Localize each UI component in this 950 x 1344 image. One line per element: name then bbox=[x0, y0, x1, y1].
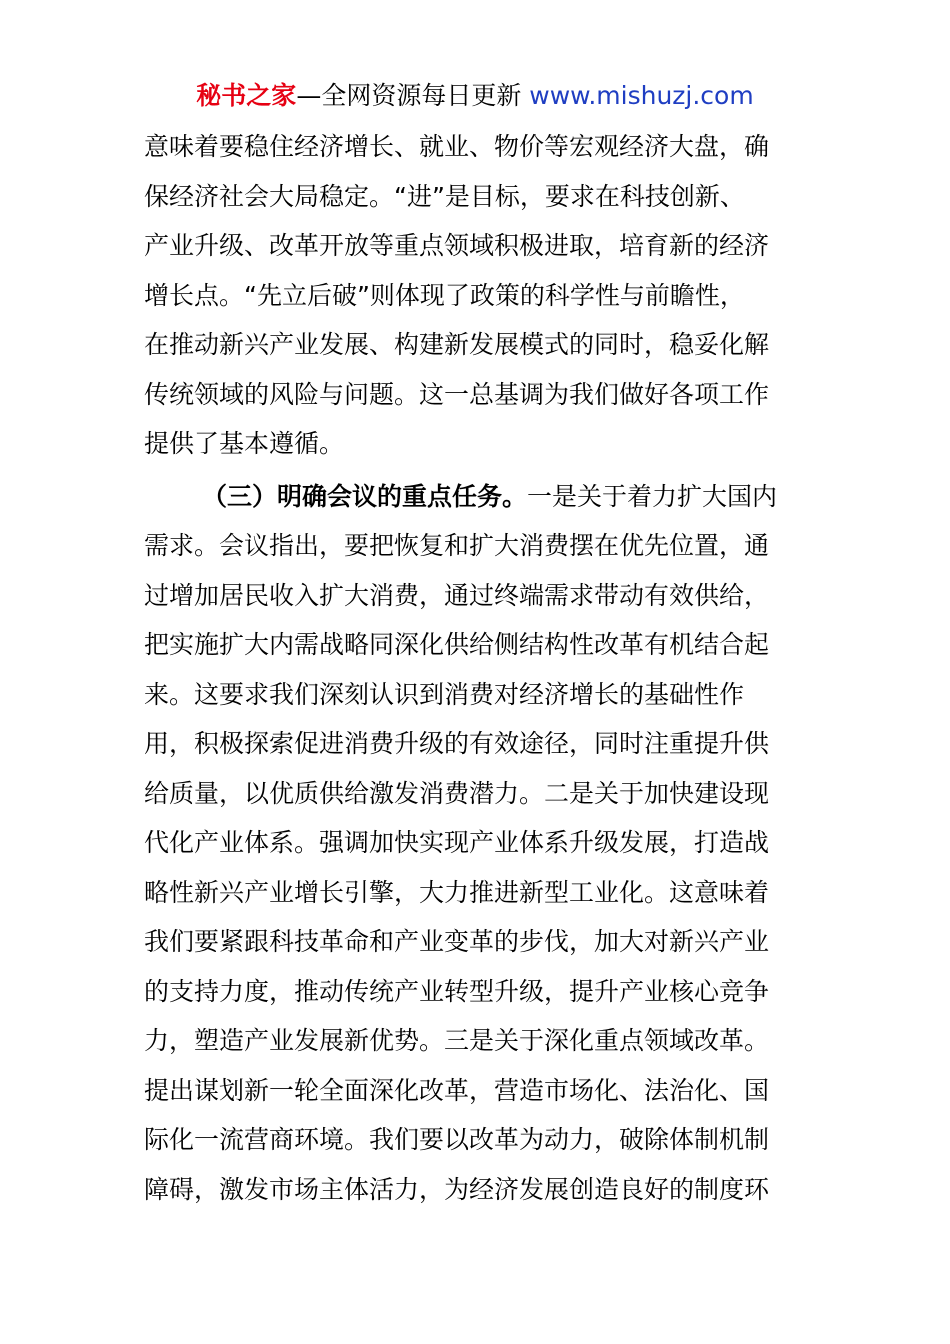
paragraph-2 bbox=[144, 472, 809, 1215]
text-line: 来。这要求我们深刻认识到消费对经济增长的基础性作 bbox=[144, 679, 745, 709]
text-line: 用，积极探索促进消费升级的有效途径，同时注重提升供 bbox=[144, 729, 770, 758]
text-line: 略性新兴产业增长引擎，大力推进新型工业化。这意味着 bbox=[144, 877, 770, 907]
text-line: 的支持力度，推动传统产业转型升级，提升产业核心竞争 bbox=[144, 976, 770, 1006]
header-tagline: —全网资源每日更新 bbox=[296, 81, 522, 110]
text-line: 需求。会议指出，要把恢复和扩大消费摆在优先位置，通 bbox=[144, 531, 770, 560]
text-line: 提供了基本遵循。 bbox=[144, 429, 345, 458]
document-body bbox=[144, 122, 809, 1214]
text-line: 把实施扩大内需战略同深化供给侧结构性改革有机结合起 bbox=[144, 630, 770, 659]
text-line: 保经济社会大局稳定。“进”是目标，要求在科技创新、 bbox=[144, 181, 745, 211]
text-line: 提出谋划新一轮全面深化改革，营造市场化、法治化、国 bbox=[144, 1075, 770, 1105]
text-line: 过增加居民收入扩大消费，通过终端需求带动有效供给， bbox=[144, 580, 770, 610]
text-line: 我们要紧跟科技革命和产业变革的步伐，加大对新兴产业 bbox=[144, 927, 770, 956]
paragraph-1 bbox=[144, 122, 809, 469]
site-header bbox=[0, 80, 950, 112]
text-line-rest: 一是关于着力扩大国内 bbox=[527, 481, 778, 511]
text-line: 障碍，激发市场主体活力，为经济发展创造良好的制度环 bbox=[144, 1174, 770, 1204]
text-line: 力，塑造产业发展新优势。三是关于深化重点领域改革。 bbox=[144, 1026, 770, 1055]
text-line: 产业升级、改革开放等重点领域积极进取，培育新的经济 bbox=[144, 231, 770, 260]
text-line: 在推动新兴产业发展、构建新发展模式的同时，稳妥化解 bbox=[144, 330, 770, 359]
paragraph-first-line bbox=[144, 472, 809, 522]
text-line: 代化产业体系。强调加快实现产业体系升级发展，打造战 bbox=[144, 828, 770, 857]
text-line: 给质量，以优质供给激发消费潜力。二是关于加快建设现 bbox=[144, 778, 770, 808]
text-line: 传统领域的风险与问题。这一总基调为我们做好各项工作 bbox=[144, 379, 770, 409]
text-line: 增长点。“先立后破”则体现了政策的科学性与前瞻性， bbox=[144, 280, 745, 310]
text-line: 际化一流营商环境。我们要以改革为动力，破除体制机制 bbox=[144, 1125, 770, 1154]
text-line: 意味着要稳住经济增长、就业、物价等宏观经济大盘，确 bbox=[144, 132, 770, 161]
section-heading: （三）明确会议的重点任务。 bbox=[202, 481, 528, 511]
brand-name: 秘书之家 bbox=[196, 81, 297, 110]
site-url-link[interactable]: www.mishuzj.com bbox=[529, 81, 754, 110]
